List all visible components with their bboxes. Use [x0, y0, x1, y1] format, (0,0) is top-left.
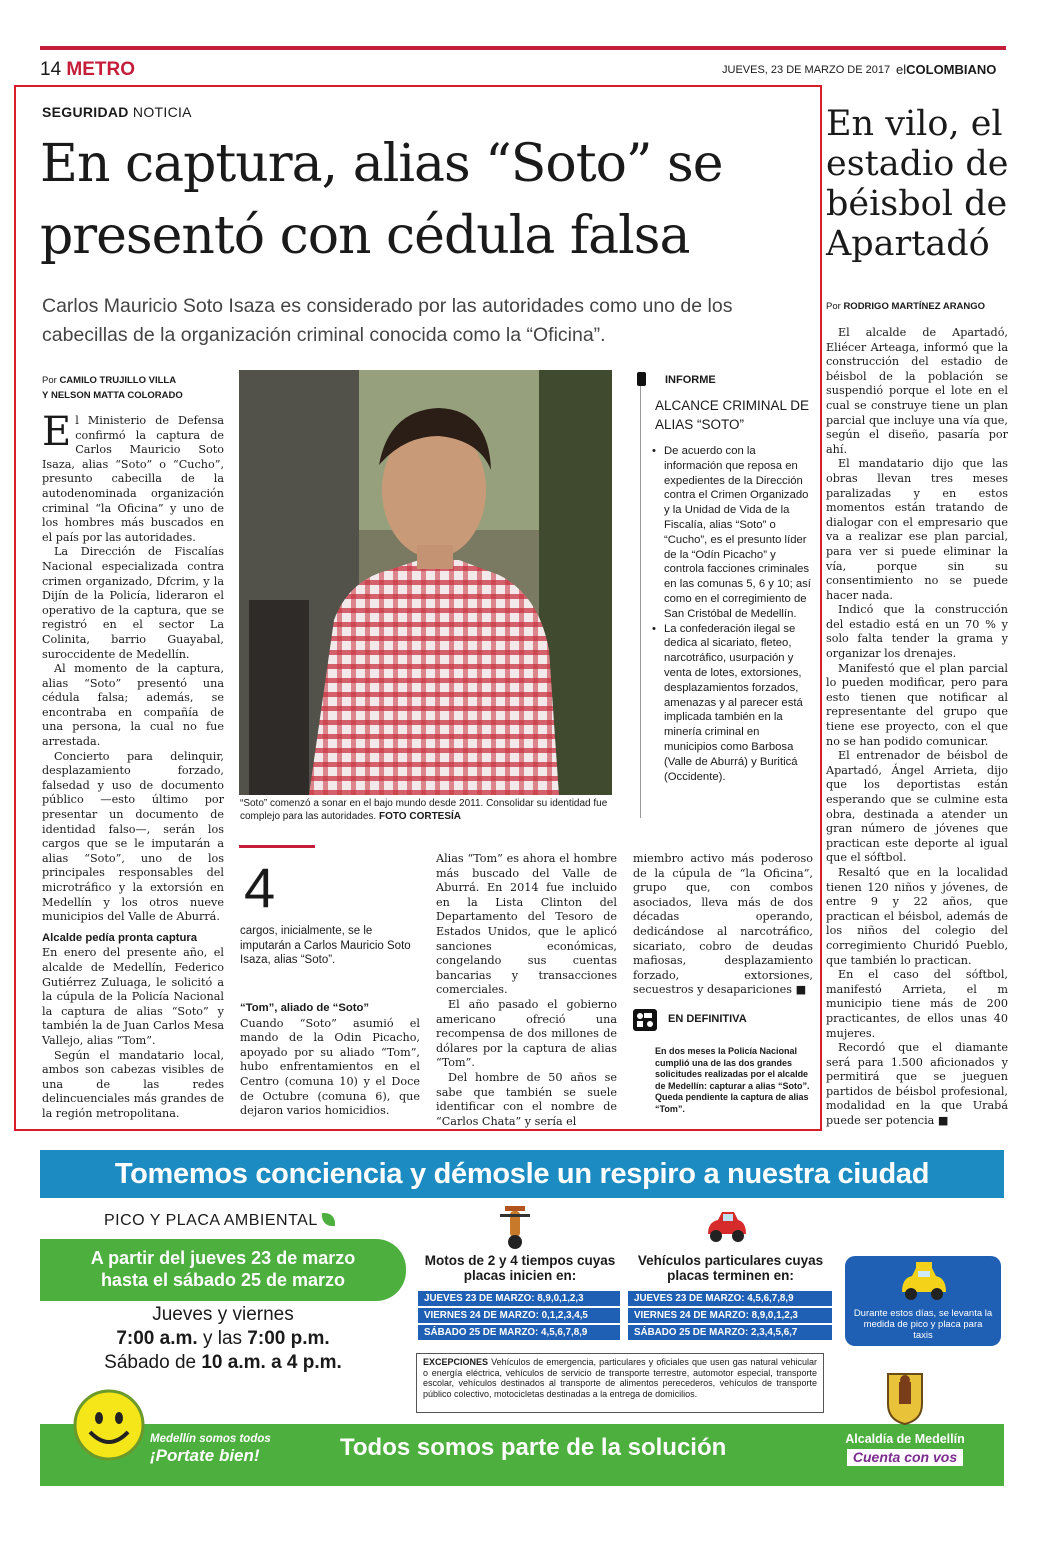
article-byline: Por CAMILO TRUJILLO VILLA Y NELSON MATTA COLORADO [42, 375, 183, 401]
subheading: “Tom”, aliado de “Soto” [240, 1002, 370, 1014]
informe-item: • La confederación ilegal se dedica al sicariato, fleteo, narcotráfico, usurpación y venta de lotes, extorsiones, desplazamientos forzados, amenazas y al parecer está implicada también en la minería criminal en municipios como Barbosa (Valle de Aburrá) y Buriticá (Occidente). [650, 622, 815, 785]
paragraph: Recordó que el diamante será para 1.500 aficionados y permitirá que se jueguen partidos de béisbol profesional, modalidad en la que Urabá puede ser potencia ■ [826, 1041, 1008, 1128]
paragraph: Cuando “Soto” asumió el mando de la Odin Picacho, apoyado por su aliado “Tom”, hubo enfrentamientos en el Centro (comuna 10) y el Doce de Octubre (comuna 6), que dejaron varios homicidios. [240, 1016, 420, 1118]
motos-plates [418, 1291, 620, 1342]
informe-item: • De acuerdo con la información que reposa en expedientes de la Dirección contra el Crimen Organizado y la Unidad de Vida de la Fiscalía, alias “Soto” o “Cucho”, es el presunto líder de la “Odín Picacho” y controla facciones criminales en las comunas 5, 6 y 10; así como en el corregimiento de San Cristóbal de Medellín. [650, 444, 815, 622]
taxi-icon [898, 1262, 950, 1302]
side-article-body [826, 326, 1008, 1129]
medellin-slogan: Medellín somos todos ¡Portate bien! [150, 1433, 271, 1465]
alcaldia-logo: Alcaldía de Medellín Cuenta con vos [845, 1432, 965, 1465]
article-section: SEGURIDAD NOTICIA [42, 104, 192, 120]
ad-date-box: A partir del jueves 23 de marzo hasta el sábado 25 de marzo [40, 1239, 406, 1301]
pico-y-placa-label: PICO Y PLACA AMBIENTAL [104, 1212, 335, 1230]
sidebar-divider [640, 384, 641, 818]
drop-cap: E [42, 409, 72, 455]
side-article-byline: Por RODRIGO MARTÍNEZ ARANGO [826, 301, 986, 312]
motos-title: Motos de 2 y 4 tiempos cuyas placas inicien en: [424, 1253, 616, 1283]
photo-illustration [239, 370, 612, 795]
page-number: 14 METRO [40, 59, 136, 80]
leaf-icon [322, 1213, 335, 1226]
plate-row: SÁBADO 25 DE MARZO: 2,3,4,5,6,7 [628, 1325, 832, 1340]
photo-caption: “Soto” comenzó a sonar en el bajo mundo desde 2011. Consolidar su identidad fue complejo para las autoridades. FOTO CORTESÍA [240, 798, 608, 822]
article-headline: En captura, alias “Soto” se presentó con cédula falsa [40, 134, 723, 266]
informe-title: INFORME [665, 374, 716, 386]
coat-of-arms-icon [886, 1370, 924, 1426]
document-icon [637, 372, 646, 386]
paragraph: Concierto para delinquir, desplazamiento forzado, falsedad y uso de documento público —esto último por presentar un documento de identidad falso—, serán los cargos que se le imputarán a alias “Soto”, uno de los principales responsables del microtráfico y la extorsión en Medellín y los otros nueve municipios del Valle de Aburrá. [42, 749, 224, 924]
paragraph: El alcalde de Apartadó, Eliécer Arteaga, informó que la construcción del estadio de béisbol de la población se suspendió porque el lote en el cual se construye tiene un plan parcial que incluye una vía que, según el diseño, pasaría por ahí. [826, 326, 1008, 456]
plate-row: SÁBADO 25 DE MARZO: 4,5,6,7,8,9 [418, 1325, 620, 1340]
paragraph: El año pasado el gobierno americano ofreció una recompensa de dos millones de dólares por la captura de alias “Tom”. [436, 997, 617, 1070]
paragraph: El Ministerio de Defensa confirmó la captura de Carlos Mauricio Soto Isaza, alias “Soto” o “Cucho”, presunto cabecilla de la autodenominada organización criminal “la Oficina” y uno de los hombres más buscados en el país por las autoridades. [42, 409, 224, 544]
article-dek: Carlos Mauricio Soto Isaza es considerado por las autoridades como uno de los cabecillas de la organización criminal conocida como la “Oficina”. [42, 295, 733, 346]
paragraph: El entrenador de béisbol de Apartadó, Ángel Arrieta, dijo que los deportistas están esperando que se culmine esta obra, destinada a atender un gran número de jóvenes que practican este deporte al igual que el sóftbol. [826, 749, 1008, 865]
stat-number: 4 [244, 856, 276, 919]
puzzle-icon [633, 1009, 657, 1031]
plate-row: JUEVES 23 DE MARZO: 8,9,0,1,2,3 [418, 1291, 620, 1306]
section-name: METRO [66, 59, 136, 80]
plate-row: JUEVES 23 DE MARZO: 4,5,6,7,8,9 [628, 1291, 832, 1306]
ad-banner: Tomemos conciencia y démosle un respiro a nuestra ciudad [40, 1150, 1004, 1198]
paragraph: Alias “Tom” es ahora el hombre más buscado del Valle de Aburrá. En 2014 fue incluido en la Lista Clinton del Departamento del Tesoro de Estados Unidos, que le aplicó sanciones económicas, congelando sus cuentas bancarias y transacciones comerciales. [436, 852, 617, 997]
issue-date: JUEVES, 23 DE MARZO DE 2017 [722, 64, 891, 76]
cars-title: Vehículos particulares cuyas placas terminen en: [637, 1253, 824, 1283]
article-column-4 [633, 852, 813, 998]
smiley-icon [72, 1388, 146, 1466]
paragraph: La Dirección de Fiscalías Nacional especializada contra crimen organizado, Dfcrim, y la Dijín de la Policía, lideraron el operativo de la captura, que se registró en el sector La Colinita, barrio Guayabal, suroccidente de Medellín. [42, 545, 224, 661]
article-column-3 [436, 852, 617, 1129]
article-column-1 [42, 409, 224, 1122]
paragraph: En enero del presente año, el alcalde de Medellín, Federico Gutiérrez Zuluaga, le solicitó a la cúpula de la Policía Nacional la captura de alias “Soto” y también la de Juan Carlos Mesa Vallejo, alias “Tom”. [42, 946, 224, 1047]
paragraph: Resaltó que en la localidad tienen 120 niños y jóvenes, de entre 9 y 22 años, que practican el béisbol, además de los niños del colegio del corregimiento Churidó Pueblo, que también lo practican. [826, 865, 1008, 967]
paragraph: El mandatario dijo que las obras llevan tres meses paralizadas y en estos momentos están tratando de dialogar con el empresario que va a realizar ese plan parcial, para ver si puede eliminar la vía, porque sin su consentimiento no se puede hacer nada. [826, 457, 1008, 602]
plate-row: VIERNES 24 DE MARZO: 0,1,2,3,4,5 [418, 1308, 620, 1323]
car-icon [704, 1208, 750, 1246]
suspect-photo [239, 370, 612, 795]
newspaper-brand: elCOLOMBIANO [896, 62, 997, 77]
paragraph: Manifestó que el plan parcial lo pueden modificar, pero para esto tienen que notificar al representante del grupo que tiene ese proyecto, con el que no se han podido comunicar. [826, 661, 1008, 748]
exceptions-box: EXCEPCIONES Vehículos de emergencia, particulares y oficiales que usen gas natural vehicular o energía eléctrica, vehículos de servicio de transporte terrestre, automotor especial, transporte escolar, vehículos destinados al transporte de alimentos perecederos, vehículos de transporte público colectivo, motocicletas destinadas a la entrega de domicilios. [416, 1353, 824, 1413]
plate-row: VIERNES 24 DE MARZO: 8,9,0,1,2,3 [628, 1308, 832, 1323]
paragraph: miembro activo más poderoso de la cúpula de “la Oficina”, grupo que, con combos asociados, lleva más de dos décadas operando, dedicándose al narcotráfico, sicariato, cobro de deudas mafiosas, desplazamiento forzado, extorsiones, secuestros y desapariciones ■ [633, 852, 813, 997]
en-definitiva-text: En dos meses la Policía Nacional cumplió una de las dos grandes solicitudes realizadas por el alcalde de Medellín: capturar a alias “Soto”. Queda pendiente la captura de alias “Tom”. [655, 1046, 810, 1114]
taxi-note: Durante estos días, se levanta la medida de pico y placa para taxis [845, 1256, 1001, 1346]
paragraph: Según el mandatario local, ambos son cabezas visibles de una de las redes delincuenciales más grandes de la región metropolitana. [42, 1048, 224, 1120]
photo-credit: FOTO CORTESÍA [378, 811, 462, 822]
en-definitiva-title: EN DEFINITIVA [668, 1013, 747, 1025]
ad-hours: Jueves y viernes 7:00 a.m. y las 7:00 p.m. Sábado de 10 a.m. a 4 p.m. [104, 1304, 342, 1373]
article-column-2 [240, 995, 420, 1119]
stat-text: cargos, inicialmente, se le imputarán a Carlos Mauricio Soto Isaza, alias “Soto”. [240, 925, 411, 966]
paragraph: Del hombre de 50 años se sabe que también se suele identificar con el nombre de “Carlos Chata” y sería el [436, 1070, 617, 1128]
informe-list [650, 444, 815, 784]
paragraph: Indicó que la construcción del estadio está en un 70 % y solo falta tender la grama y organizar los drenajes. [826, 603, 1008, 661]
header-rule [40, 46, 1006, 50]
subheading: Alcalde pedía pronta captura [42, 931, 198, 944]
informe-subtitle: ALCANCE CRIMINAL DE ALIAS “SOTO” [655, 398, 810, 432]
bottom-slogan: Todos somos parte de la solución [340, 1434, 727, 1461]
side-article-headline: En vilo, el estadio de béisbol de Apartadó [826, 104, 1009, 264]
stat-rule [239, 845, 315, 848]
paragraph: En el caso del sóftbol, manifestó Arrieta, el m municipio tiene más de 200 practicantes, de ellos unas 40 mujeres. [826, 968, 1008, 1040]
motorcycle-icon [500, 1206, 530, 1250]
cars-plates [628, 1291, 832, 1342]
paragraph: Al momento de la captura, alias “Soto” presentó una cédula falsa; además, se encontraba en compañía de una persona, la cual no fue arrestada. [42, 662, 224, 749]
